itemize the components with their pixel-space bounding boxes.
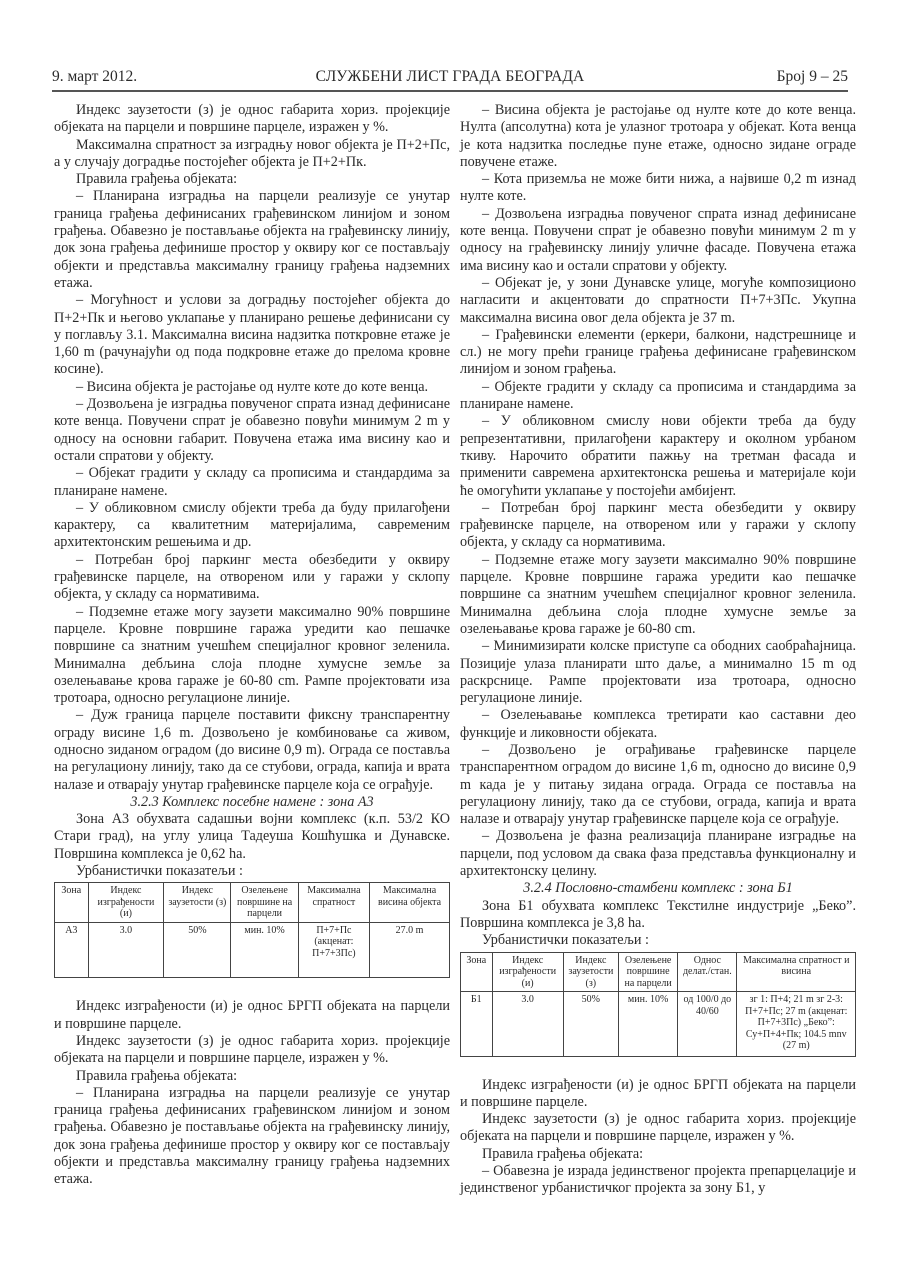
section-title-a3: 3.2.3 Комплекс посебне намене : зона А3 xyxy=(130,793,374,810)
table-row xyxy=(55,922,450,978)
paragraph: – Минимизирати колске приступе са ободних саобраћајница. Позиције улаза планирати што даље, а минимално 15 m од раскрснице. Рампе пројектовати иза тротоара, односно регулационе линије. xyxy=(460,638,856,707)
paragraph: Правила грађења објеката: xyxy=(76,1067,238,1084)
paragraph: Максимална спратност за изградњу новог објекта је П+2+Пс, а у случају доградње постојећег објекта је П+2+Пк. xyxy=(54,136,450,170)
table-header-row xyxy=(55,883,450,923)
table-cell: 3.0 xyxy=(492,992,563,1057)
table-header-cell: Зона xyxy=(461,952,493,992)
paragraph: – Дозвољена је изградња повученог спрата изнад дефинисане коте венца. Повучени спрат је обавезно повући минимум 2 m у односу на основни габарит. Повучена етажа има висину као и остали спратови у објекту. xyxy=(54,396,450,464)
table-cell: 27.0 m xyxy=(370,922,450,978)
table-header-cell: Озелењене површине на парцели xyxy=(618,952,677,992)
table-header-cell: Максимална спратност xyxy=(298,883,369,923)
paragraph: Правила грађења објеката: xyxy=(76,171,238,188)
paragraph: – Дозвољено је ограђивање грађевинске парцеле транспарентном оградом до висине 1,6 m, односно до висине 0,9 m када је у питању зидана ограда. Ограда се поставља на регулациону линију, тако да се стубови, ограда, капија и врата налазе и отварају унутар грађевинске парцеле која се ограђује. xyxy=(460,741,856,828)
table-header-cell: Максимална висина објекта xyxy=(370,883,450,923)
table-cell: А3 xyxy=(55,922,89,978)
paragraph: – Потребан број паркинг места обезбедити у оквиру грађевинске парцеле, на отвореном или у гаражи у склопу објекта, у складу са нормативима. xyxy=(54,551,450,603)
section-title-b1: 3.2.4 Пословно-стамбени комплекс : зона Б1 xyxy=(523,880,793,897)
paragraph: – Висина објекта је растојање од нулте коте до коте венца. xyxy=(76,378,429,395)
table-cell: мин. 10% xyxy=(231,922,298,978)
paragraph: – У обликовном смислу објекти треба да буду прилагођени карактеру, са квалитетним материјалима, савременим архитектонским решењима и др. xyxy=(54,499,450,551)
paragraph: – Дозвољена је фазна реализација планиране изградње на парцели, под условом да свака фаза представља функционалну и архитектонску целину. xyxy=(460,828,856,880)
paragraph: – Дуж граница парцеле поставити фиксну транспарентну ограду висине 1,6 m. Дозвољено је комбиновање са живом, односно зиданом оградом (до висине 0,9 m). Ограда се поставља на регулациону линију, тако да се стубови, ограда, капија и врата налазе и отварају унутар грађевинске парцеле која се ограђује. xyxy=(54,707,450,793)
table-cell: мин. 10% xyxy=(618,992,677,1057)
section-intro: Зона А3 обухвата садашњи војни комплекс (к.п. 53/2 КО Стари град), на углу улица Тадеуша Кошћушка и Дунавске. Површина комплекса је 0,62 ha. xyxy=(54,811,450,862)
paragraph: – Објекте градити у складу са прописима и стандардима за планиране намене. xyxy=(460,378,856,413)
table-cell: од 100/0 до 40/60 xyxy=(678,992,737,1057)
paragraph: – Висина објекта је растојање од нулте коте до коте венца. Нулта (апсолутна) кота је улазног тротоара у објекат. Кота венца је кота надзитка последње пуне етаже, односно зидане ограде повучене етаже. xyxy=(460,102,856,170)
indicators-label: Урбанистички показатељи : xyxy=(482,932,649,949)
table-header-cell: Индекс заузетости (з) xyxy=(164,883,231,923)
issue-page-number: Број 9 – 25 xyxy=(776,68,848,85)
paragraph: – Планирана изградња на парцели реализује се унутар граница грађења дефинисаних грађевинском линијом и зоном грађења. Обавезно је постављање објекта на грађевинску линију, док зона грађења дефинише простор у оквиру ког се постављају објекти и представља максималну границу грађења надземних етажа. xyxy=(54,188,450,291)
indicators-table-b1 xyxy=(460,952,856,1057)
table-header-cell: Однос делат./стан. xyxy=(678,952,737,992)
table-cell: Б1 xyxy=(461,992,493,1057)
section-intro: Зона Б1 обухвата комплекс Текстилне индустрије „Беко”. Површина комплекса је 3,8 ha. xyxy=(460,897,856,931)
right-column xyxy=(460,102,856,1198)
paragraph: – Кота приземља не може бити нижа, а највише 0,2 m изнад нулте коте. xyxy=(460,171,856,205)
page-header xyxy=(52,66,848,92)
table-header-row xyxy=(461,952,856,992)
paragraph: Индекс заузетости (з) је однос габарита хориз. пројекције објеката на парцели и површине парцеле, изражен у %. xyxy=(460,1111,856,1145)
table-cell: 50% xyxy=(164,922,231,978)
paragraph: Индекс заузетости (з) је однос габарита хориз. пројекције објеката на парцели и површине парцеле, изражен у %. xyxy=(54,1032,450,1067)
paragraph: – Објекат је, у зони Дунавске улице, могуће композиционо нагласити и акцентовати до спратности П+7+3Пс. Укупна максимална висина овог дела објекта је 37 m. xyxy=(460,274,856,326)
paragraph: – Дозвољена изградња повученог спрата изнад дефинисане коте венца. Повучени спрат је обавезно повући минимум 2 m у односу на грађевинску линију уличне фасаде. Повучена етажа има висину као и остали спратови у објекту. xyxy=(460,205,856,274)
table-cell: 50% xyxy=(563,992,618,1057)
paragraph: – Потребан број паркинг места обезбедити у оквиру грађевинске парцеле, на отвореном или у гаражи у склопу објекта, у складу са нормативима. xyxy=(460,499,856,551)
indicators-table-a3 xyxy=(54,882,450,978)
indicators-label: Урбанистички показатељи : xyxy=(76,863,243,880)
table-row xyxy=(461,992,856,1057)
paragraph: – Могућност и услови за доградњу постојећег објекта до П+2+Пк и његово уклапање у планирано решење дефинисани су у поглављу 3.1. Максимална висина надзитка поткровне етаже је 1,60 m (рачунајући од пода подкровне етаже до прелома кровне косине). xyxy=(54,292,450,378)
paragraph: Индекс изграђености (и) је однос БРГП објеката на парцели и површине парцеле. xyxy=(460,1076,856,1110)
table-cell: П+7+Пс (акценат: П+7+3Пс) xyxy=(298,922,369,978)
table-header-cell: Максимална спратност и висина xyxy=(737,952,856,992)
paragraph: – Подземне етаже могу заузети максимално 90% површине парцеле. Кровне површине гаража уредити као пешачке површине са знатним учешћем специјалног кровног зеленила. Минимална дебљина слоја плодне хумусне земље за озелењавање крова гараже је 60-80 cm. xyxy=(460,551,856,637)
table-header-cell: Индекс изграђености (и) xyxy=(492,952,563,992)
publication-title: СЛУЖБЕНИ ЛИСТ ГРАДА БЕОГРАДА xyxy=(315,68,585,85)
paragraph: – У обликовном смислу нови објекти треба да буду репрезентативни, прилагођени карактеру и околном урбаном ткиву. Нарочито обратити пажњу на третман фасада и применити савремена архитектонска решења и материјале који ће омогућити уклапање у постојећи амбијент. xyxy=(460,413,856,499)
paragraph: – Подземне етаже могу заузети максимално 90% површине парцеле. Кровне површине гаража уредити као пешачке површине са знатним учешћем специјалног кровног зеленила. Минимална дебљина слоја плодне хумусне земље за озелењавање крова гараже је 60-80 cm. Рампе пројектовати иза тротоара, односно регулационе линије. xyxy=(54,603,450,707)
paragraph: – Обавезна је израда јединственог пројекта препарцелације и јединственог урбанистичког пројекта за зону Б1, у xyxy=(460,1163,856,1197)
paragraph: – Планирана изградња на парцели реализује се унутар граница грађења дефинисаних грађевинском линијом и зоном грађења. Обавезно је постављање објекта на грађевинску линију, док зона грађења дефинише простор у оквиру ког се постављају објекти и представља максималну границу грађења надземних етажа. xyxy=(54,1084,450,1188)
table-header-cell: Озелењене површине на парцели xyxy=(231,883,298,923)
table-cell: 3.0 xyxy=(88,922,164,978)
issue-date: 9. март 2012. xyxy=(52,68,138,85)
left-column xyxy=(54,102,450,1189)
paragraph: – Грађевински елементи (еркери, балкони, надстрешнице и сл.) не могу прећи границе грађења дефинисане грађевинском линијом и зоном грађења. xyxy=(460,326,856,378)
paragraph: – Озелењавање комплекса третирати као саставни део функције и ликовности објеката. xyxy=(460,707,856,741)
table-cell: зг 1: П+4; 21 m зг 2-3: П+7+Пс; 27 m (акценат: П+7+3Пс) „Беко”: Су+П+4+Пк; 104.5 mnv (27 m) xyxy=(737,992,856,1057)
paragraph: Индекс изграђености (и) је однос БРГП објеката на парцели и површине парцеле. xyxy=(54,998,450,1032)
paragraph: – Објекат градити у складу са прописима и стандардима за планиране намене. xyxy=(54,465,450,499)
table-header-cell: Индекс заузетости (з) xyxy=(563,952,618,992)
table-header-cell: Индекс изграђености (и) xyxy=(88,883,164,923)
table-header-cell: Зона xyxy=(55,883,89,923)
paragraph: Индекс заузетости (з) је однос габарита хориз. пројекције објеката на парцели и површине парцеле, изражен у %. xyxy=(54,102,450,136)
paragraph: Правила грађења објеката: xyxy=(482,1145,644,1162)
